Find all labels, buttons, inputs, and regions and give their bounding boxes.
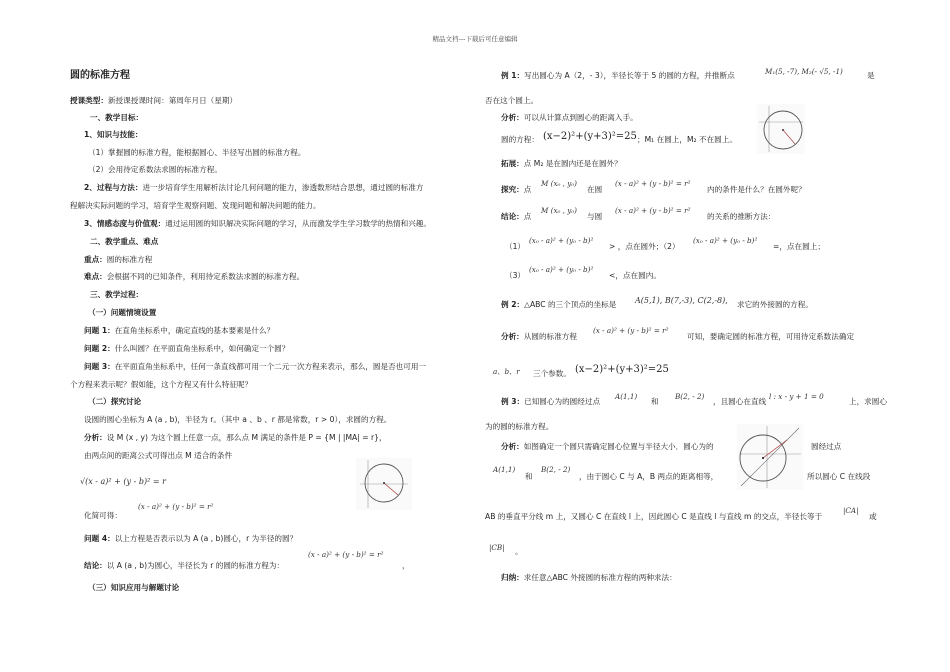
example-3-point-a: A(1,1) — [615, 392, 638, 401]
question-1: 问题 1：在直角坐标系中，确定直线的基本要素是什么？ — [84, 326, 275, 335]
analysis: 分析：设 M (x , y) 为这个圆上任意一点，那么点 M 满足的条件是 P = {M | |MA| = r}， — [84, 433, 387, 442]
radius-or: 或 — [869, 512, 877, 521]
obj-knowledge-1: （1）掌握圆的标准方程，能根据圆心、半径写出圆的标准方程。 — [88, 148, 306, 157]
case-2-result: =，点在圆上； — [773, 242, 825, 251]
explore-point: M (x₀ , y₀) — [541, 179, 577, 188]
example-2-answer: (x−2)²+(y+3)²=25 — [575, 364, 669, 375]
conclusion-circle-label: 与圆 — [587, 212, 603, 221]
explore-question: 内的条件是什么？在圆外呢？ — [707, 185, 806, 194]
example-1: 例 1：写出圆心为 A（2，- 3），半径长等于 5 的圆的方程，并推断点 — [501, 71, 735, 80]
case-1-result: > ，点在圆外；（2） — [609, 242, 680, 251]
example-2: 例 2：△ABC 的三个顶点的坐标是 — [501, 300, 617, 309]
obj-process-cont: 程解决实际问题的学习，培育学生观察问题、发现问题和解决问题的能力。 — [70, 201, 321, 210]
circle-equation-label: 圆的方程： — [501, 135, 539, 144]
case-3-result: <，点在圆内。 — [609, 271, 661, 280]
explore: 探究：点 — [501, 185, 532, 194]
section-objectives: 一、教学目标： — [90, 113, 144, 122]
case-2-expr: (x₀ - a)² + (y₀ - b)² — [693, 236, 758, 245]
difficult-point: 难点：会根据不同的已知条件，利用待定系数法求圆的标准方程。 — [84, 272, 305, 281]
conclusion-method: 的关系的推断方法： — [707, 212, 776, 221]
circle-figure-left — [356, 458, 412, 510]
question-3: 问题 3：在平面直角坐标系中，任何一条直线都可用一个二元一次方程来表示，那么，圆是否也可用一 — [84, 362, 427, 371]
explore-circle-label: 在圆 — [587, 185, 603, 194]
analysis-3: 分析：如图确定一个圆只需确定圆心位置与半径大小．圆心为的 — [501, 442, 714, 451]
case-3-num: （3） — [505, 271, 526, 280]
sub-application: （三）知识应用与解题讨论 — [88, 583, 180, 592]
analysis-2: 分析：从圆的标准方程 — [501, 332, 577, 341]
case-1-expr: (x₀ - a)² + (y₀ - b)² — [529, 236, 594, 245]
example-3-ask: 上，求圆心 — [849, 397, 887, 406]
section-keypoints: 二、教学重点、难点 — [90, 237, 159, 246]
obj-knowledge-2: （2）会用待定系数法求圆的标准方程。 — [88, 165, 222, 174]
radius-cb: |CB| — [489, 543, 505, 552]
obj-knowledge: 1、知识与技能： — [84, 130, 143, 139]
analysis-3-point-a: A(1,1) — [493, 465, 516, 474]
analysis-3-and: 和 — [525, 472, 533, 481]
radius-ca: |CA| — [843, 506, 859, 515]
sub-question-setting: （一）问题情境设置 — [88, 308, 157, 317]
summary: 归纳：求任意△ABC 外接圆的标准方程的两种求法： — [501, 573, 677, 582]
obj-attitude: 3、情感态度与价值观：通过运用圆的知识解决实际问题的学习，从而激发学生学习数学的热情和兴趣。 — [84, 219, 432, 228]
conclusion-point: M (x₀ , y₀) — [541, 206, 577, 215]
analysis-3-equidistant: ，由于圆心 C 与 A，B 两点的距离相等， — [579, 472, 719, 481]
obj-process: 2、过程与方法：进一步培育学生用解析法讨论几何问题的能力，渗透数形结合思想，通过圆的标准方 — [84, 183, 424, 192]
analysis-3-bisector: AB 的垂直平分线 m 上，又圆心 C 在直线 l 上，因此圆心 C 是直线 l 与直线 m 的交点，半径长等于 — [485, 512, 823, 521]
doc-title: 圆的标准方程 — [70, 70, 130, 81]
example-3-cond: ，且圆心在直线 — [713, 397, 767, 406]
example-2-points: A(5,1), B(7,-3), C(2,-8), — [635, 296, 728, 305]
section-process: 三、教学过程： — [90, 290, 144, 299]
explore-circle: (x - a)² + (y - b)² = r² — [615, 179, 691, 188]
analysis-3-pass: 圆经过点 — [811, 442, 842, 451]
question-4: 问题 4：以上方程是否表示以为 A (a , b)圆心，r 为半径的圆？ — [84, 534, 298, 543]
conclusion-punct: ， — [402, 561, 410, 570]
case-3-expr: (x₀ - a)² + (y₀ - b)² — [529, 265, 594, 274]
analysis-2-params: 三个参数。 — [533, 369, 571, 378]
example-3-and: 和 — [651, 397, 659, 406]
example-3: 例 3：已知圆心为的圆经过点 — [501, 397, 601, 406]
analysis-2-equation: (x - a)² + (y - b)² = r² — [593, 326, 669, 335]
standard-equation: (x - a)² + (y - b)² = r² — [138, 502, 214, 511]
analysis-1: 分析：可以从计算点到圆心的距离入手。 — [501, 113, 638, 122]
example-1-points: M₁(5, -7), M₂(- √5, -1) — [765, 67, 843, 76]
standard-equation-2: (x - a)² + (y - b)² = r² — [308, 550, 384, 559]
circle-figure-example-1 — [757, 104, 805, 154]
analysis-2-cont: 可知，要确定圆的标准方程，可用待定系数法确定 — [687, 332, 855, 341]
page-header: 精品文档---下载后可任意编辑 — [432, 35, 518, 43]
conclusion-circle: (x - a)² + (y - b)² = r² — [615, 206, 691, 215]
radius-end: 。 — [515, 547, 523, 556]
circle-equation-result: ；M₁ 在圆上，M₂ 不在圆上。 — [637, 135, 737, 144]
analysis-2-vars: a、b、r — [493, 367, 520, 376]
lesson-meta: 授课类型：新授课授课时间：第周年月日（星期） — [70, 96, 238, 105]
example-2-ask: 求它的外接圆的方程。 — [737, 300, 813, 309]
question-2: 问题 2：什么叫圆？在平面直角坐标系中，如何确定一个圆？ — [84, 344, 290, 353]
distance-equation: √(x - a)² + (y - b)² = r — [80, 477, 166, 486]
key-point: 重点：圆的标准方程 — [84, 255, 153, 264]
explore-setup: 设圆的圆心坐标为 A (a , b)，半径为 r。（其中 a 、b 、r 都是常数，r > 0），求圆的方程。 — [84, 415, 392, 424]
sub-explore: （二）探究讨论 — [88, 397, 142, 406]
analysis-3-point-b: B(2, - 2) — [541, 465, 571, 474]
conclusion-right: 结论：点 — [501, 212, 532, 221]
example-3-cont: 为的圆的标准方程。 — [485, 422, 554, 431]
example-1-is: 是 — [867, 71, 875, 80]
conclusion: 结论：以 A (a , b)为圆心，半径长为 r 的圆的标准方程为： — [84, 561, 285, 570]
example-1-cont: 否在这个圆上。 — [485, 96, 539, 105]
simplify-label: 化简可得： — [84, 511, 122, 520]
extension: 拓展：点 M₂ 是在圆内还是在圆外？ — [501, 159, 622, 168]
example-3-point-b: B(2, - 2) — [675, 392, 705, 401]
question-3-cont: 个方程来表示呢？假如能，这个方程又有什么特征呢？ — [70, 380, 253, 389]
analysis-cont: 由两点间的距离公式可得出点 M 适合的条件 — [84, 451, 233, 460]
circle-equation-1: (x−2)²+(y+3)²=25 — [543, 131, 637, 142]
case-1-num: （1） — [505, 242, 526, 251]
circle-figure-example-3 — [737, 424, 803, 490]
example-3-line: l : x - y + 1 = 0 — [769, 392, 824, 401]
analysis-3-segment: 所以圆心 C 在线段 — [807, 472, 871, 481]
